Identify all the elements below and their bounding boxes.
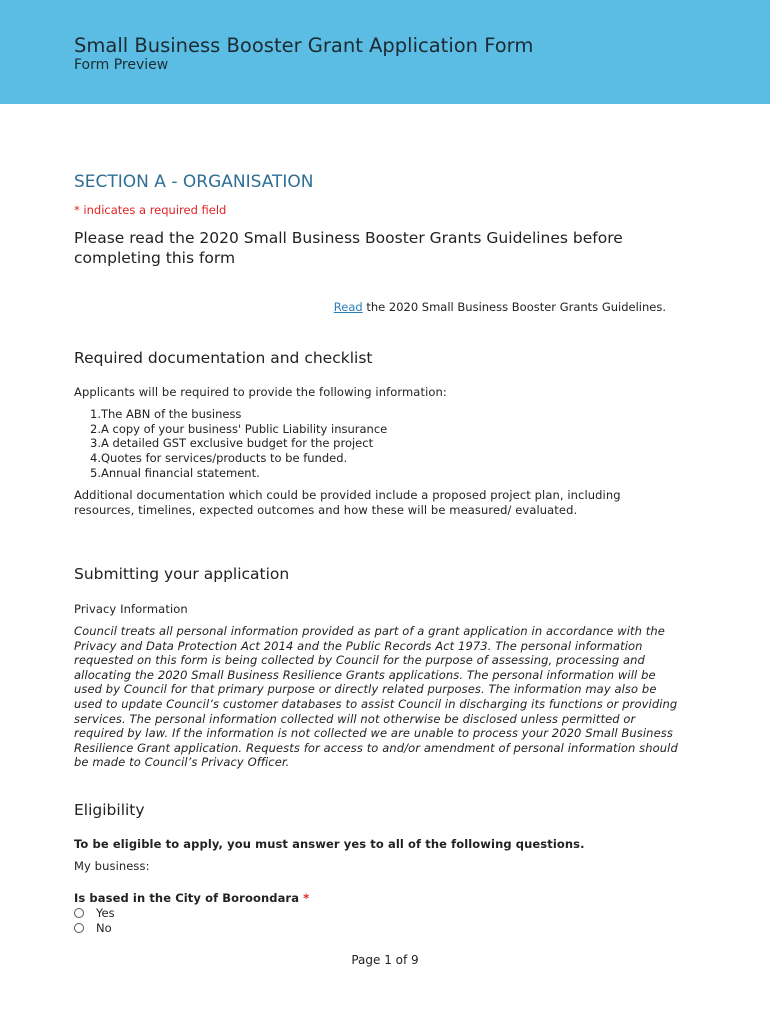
- required-star: *: [303, 891, 310, 905]
- list-item: 4.Quotes for services/products to be funded.: [90, 451, 348, 466]
- list-item: 1.The ABN of the business: [90, 407, 242, 421]
- guidelines-link-suffix: the 2020 Small Business Booster Grants Guidelines.: [362, 300, 666, 314]
- privacy-label: Privacy Information: [74, 602, 188, 616]
- radio-circle-icon[interactable]: [74, 908, 84, 918]
- form-header: [0, 0, 770, 104]
- radio-no-label: No: [96, 921, 112, 935]
- list-item: 2.A copy of your business' Public Liability insurance: [90, 421, 388, 436]
- documentation-heading: Required documentation and checklist: [74, 349, 373, 367]
- question-boroondara: [74, 891, 309, 906]
- guidelines-notice: Please read the 2020 Small Business Booster Grants Guidelines before completing this form: [74, 229, 623, 267]
- documentation-intro: Applicants will be required to provide the following information:: [74, 385, 447, 399]
- my-business-label: My business:: [74, 859, 150, 873]
- list-item: 5.Annual financial statement.: [90, 465, 260, 480]
- radio-no[interactable]: [74, 921, 112, 935]
- form-title: Small Business Booster Grant Application Form: [74, 34, 534, 57]
- section-title: SECTION A - ORGANISATION: [74, 172, 314, 192]
- question-label: Is based in the City of Boroondara: [74, 891, 300, 905]
- guidelines-link-row: [334, 300, 666, 314]
- required-field-note: * indicates a required field: [74, 203, 227, 217]
- list-item: 3.A detailed GST exclusive budget for the project: [90, 436, 374, 451]
- form-subtitle: Form Preview: [74, 57, 169, 73]
- radio-circle-icon[interactable]: [74, 923, 84, 933]
- submitting-heading: Submitting your application: [74, 565, 290, 583]
- eligibility-rule: To be eligible to apply, you must answer yes to all of the following questions.: [74, 837, 585, 851]
- additional-documentation-text: Additional documentation which could be provided include a proposed project plan, including resources, timelines, expected outcomes and how these will be measured/ evaluated.: [74, 488, 621, 517]
- documentation-list: [90, 407, 387, 481]
- radio-yes-label: Yes: [96, 906, 115, 920]
- eligibility-heading: Eligibility: [74, 801, 145, 819]
- read-guidelines-link[interactable]: Read: [333, 300, 363, 314]
- radio-yes[interactable]: [74, 906, 115, 920]
- privacy-text: Council treats all personal information provided as part of a grant application in accordance with the Privacy and Data Protection Act 2014 and the Public Records Act 1973. The personal information requested on this form is being collected by Council for the purpose of assessing, processing and allocating the 2020 Small Business Resilience Grants applications. The personal information will be used by Council for that primary purpose or directly related purposes. The information may also be used to update Council’s customer databases to assist Council in discharging its functions or providing services. The personal information collected will not otherwise be disclosed unless permitted or required by law. If the information is not collected we are unable to process your 2020 Small Business Resilience Grant application. Requests for access to and/or amendment of personal information should be made to Council’s Privacy Officer.: [74, 624, 678, 770]
- page-number: Page 1 of 9: [351, 953, 419, 967]
